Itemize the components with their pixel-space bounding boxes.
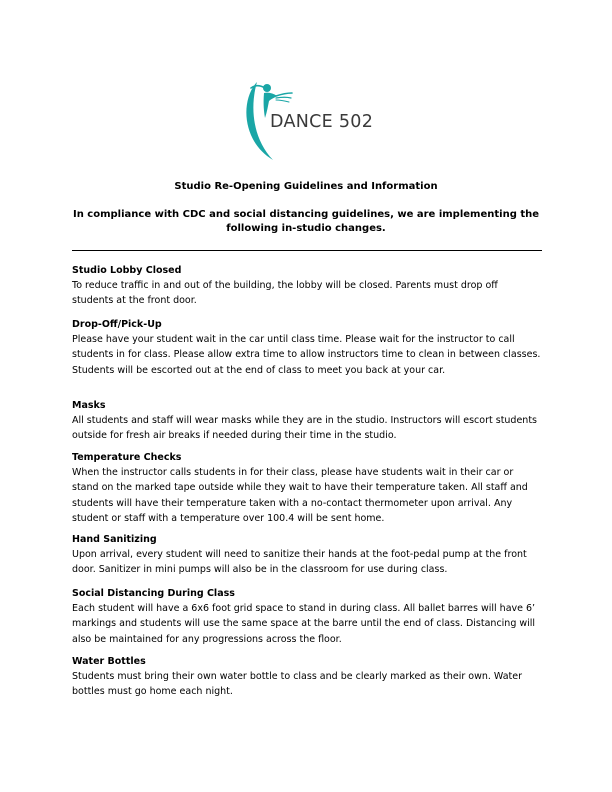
- section-body: Each student will have a 6x6 foot grid space to stand in during class. All ballet barres will have 6’ markings and students will use the same space at the barre until the end of class. Distancing will also be maintained for any progressions across the floor.: [72, 603, 536, 645]
- section-drop-off-pick-up: [72, 318, 542, 378]
- section-heading: Social Distancing During Class: [72, 588, 235, 599]
- section-heading: Hand Sanitizing: [72, 534, 157, 545]
- logo-text: DANCE 502: [270, 112, 374, 132]
- section-body: Upon arrival, every student will need to sanitize their hands at the foot-pedal pump at the front door. Sanitizer in mini pumps will also be in the classroom for use during class.: [72, 549, 527, 576]
- section-masks: [72, 399, 542, 444]
- section-body: Please have your student wait in the car until class time. Please wait for the instructor to call students in for class. Please allow extra time to allow instructors time to clean in between classes. Students will be escorted out at the end of class to meet you back at your car.: [72, 334, 541, 376]
- document-title: Studio Re-Opening Guidelines and Information: [174, 181, 438, 192]
- section-heading: Studio Lobby Closed: [72, 265, 182, 276]
- section-social-distancing: [72, 587, 542, 647]
- section-body: All students and staff will wear masks while they are in the studio. Instructors will escort students outside for fresh air breaks if needed during their time in the studio.: [72, 415, 538, 442]
- section-body: To reduce traffic in and out of the building, the lobby will be closed. Parents must drop off students at the front door.: [72, 280, 498, 307]
- section-body: Students must bring their own water bottle to class and be clearly marked as their own. Water bottles must go home each night.: [72, 671, 523, 698]
- section-hand-sanitizing: [72, 533, 542, 578]
- section-body: When the instructor calls students in for their class, please have students wait in their car or stand on the marked tape outside while they wait to have their temperature taken. All staff and students will have their temperature taken with a no-contact thermometer upon arrival. Any student or staff with a temperature over 100.4 will be sent home.: [72, 467, 528, 525]
- section-heading: Temperature Checks: [72, 452, 182, 463]
- section-heading: Drop-Off/Pick-Up: [72, 319, 162, 330]
- section-heading: Masks: [72, 400, 106, 411]
- section-studio-lobby-closed: [72, 264, 542, 309]
- section-heading: Water Bottles: [72, 656, 146, 667]
- document-subtitle: In compliance with CDC and social distancing guidelines, we are implementing the following in-studio changes.: [72, 209, 540, 234]
- horizontal-divider: [72, 250, 542, 251]
- section-water-bottles: [72, 655, 542, 700]
- section-temperature-checks: [72, 451, 542, 527]
- dance-502-logo: [240, 76, 372, 168]
